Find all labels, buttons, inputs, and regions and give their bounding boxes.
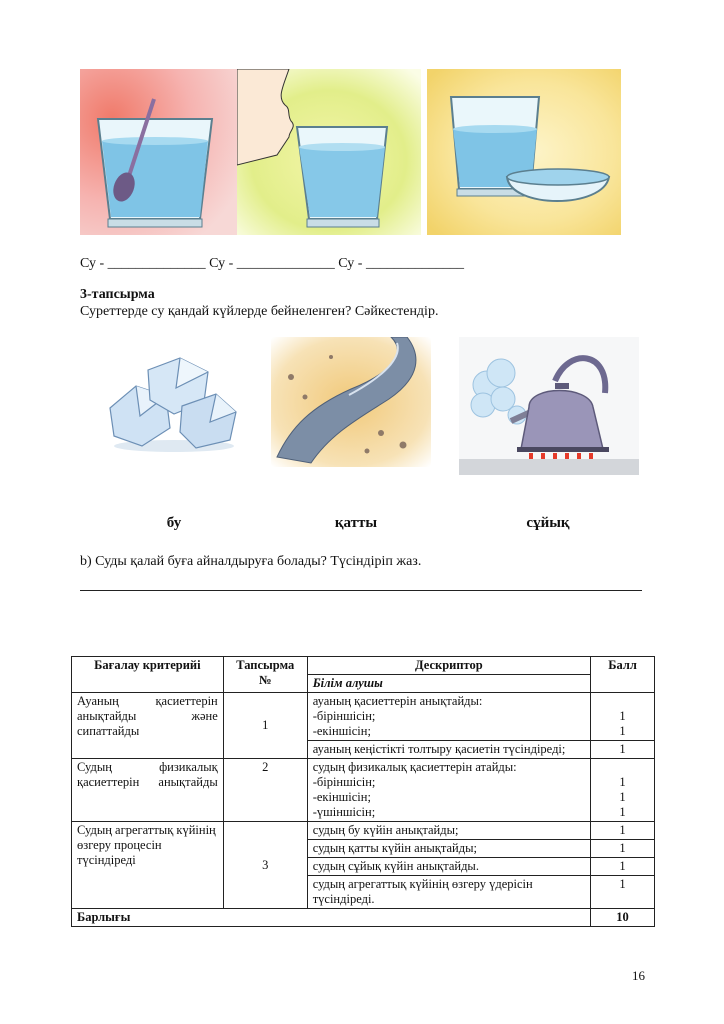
score-cell: 1 [591,741,655,759]
descriptor-line: судың физикалық қасиеттерін атайды: [312,760,517,774]
descriptor-cell: судың агрегаттық күйінің өзгеру үдерісін түсіндіреді. [307,876,590,909]
task3-heading: 3-тапсырма [80,287,155,302]
boiling-kettle-illustration [459,337,639,475]
total-score: 10 [591,909,655,927]
header-score: Балл [591,657,655,693]
header-task-no: Тапсырма № [223,657,307,693]
descriptor-line: -біріншісін; [312,775,376,789]
descriptor-line: -екіншісін; [312,790,371,804]
score-value [596,760,649,775]
descriptor-cell: судың бу күйін анықтайды; [307,822,590,840]
score-value: 1 [619,709,626,723]
descriptor-cell [307,693,590,741]
criteria-cell: Ауаның қасиеттерін анықтайды және сипаттайды [72,693,224,759]
score-cell: 1 [591,822,655,840]
descriptor-line: ауаның қасиеттерін анықтайды: [312,694,483,708]
descriptor-cell: судың сұйық күйін анықтайды. [307,858,590,876]
score-cell: 1 [591,876,655,909]
header-descriptor: Дескриптор [307,657,590,675]
criteria-cell: Судың физикалық қасиеттерін анықтайды [72,759,224,822]
state-label-steam[interactable]: бу [166,515,182,531]
task3-instruction: Суреттерде су қандай күйлерде бейнеленген? Сәйкестендір. [80,304,439,319]
score-cell: 1 [591,858,655,876]
state-label-solid[interactable]: қатты [334,515,378,531]
table-row [72,822,655,840]
water-state-blanks[interactable]: Су - ______________ Су - ______________ Су - ______________ [80,256,464,271]
answer-line[interactable] [80,590,642,591]
score-value: 1 [619,805,626,819]
score-cell: 1 [591,840,655,858]
task-number-cell: 1 [223,693,307,759]
header-student: Білім алушы [307,675,590,693]
glass-and-bowl-illustration [427,69,621,235]
descriptor-line: -біріншісін; [312,709,376,723]
total-label: Барлығы [72,909,591,927]
river-illustration [271,337,431,467]
header-criteria: Бағалау критерийі [72,657,224,693]
score-value: 1 [619,724,626,738]
table-total-row [72,909,655,927]
descriptor-line: -екіншісін; [312,724,371,738]
score-value: 1 [619,775,626,789]
score-cell [591,693,655,741]
table-header-row [72,657,655,675]
task-number-cell: 2 [223,759,307,822]
descriptor-cell [307,759,590,822]
state-label-liquid[interactable]: сұйық [526,515,570,531]
descriptor-cell: судың қатты күйін анықтайды; [307,840,590,858]
glass-with-face-illustration [237,69,421,235]
criteria-cell: Судың агрегаттық күйінің өзгеру процесін түсіндіреді [72,822,224,909]
score-cell [591,759,655,822]
glass-with-spoon-illustration [80,69,240,235]
table-row [72,759,655,822]
ice-cubes-illustration [104,350,244,454]
score-value [596,694,649,709]
descriptor-line: -үшіншісін; [312,805,376,819]
question-b: b) Суды қалай буға айналдыруға болады? Түсіндіріп жаз. [80,554,422,569]
score-value: 1 [619,790,626,804]
grading-table [71,656,655,927]
task-number-cell: 3 [223,822,307,909]
table-row [72,693,655,741]
page-number: 16 [632,968,645,983]
descriptor-cell: ауаның кеңістікті толтыру қасиетін түсіндіреді; [307,741,590,759]
